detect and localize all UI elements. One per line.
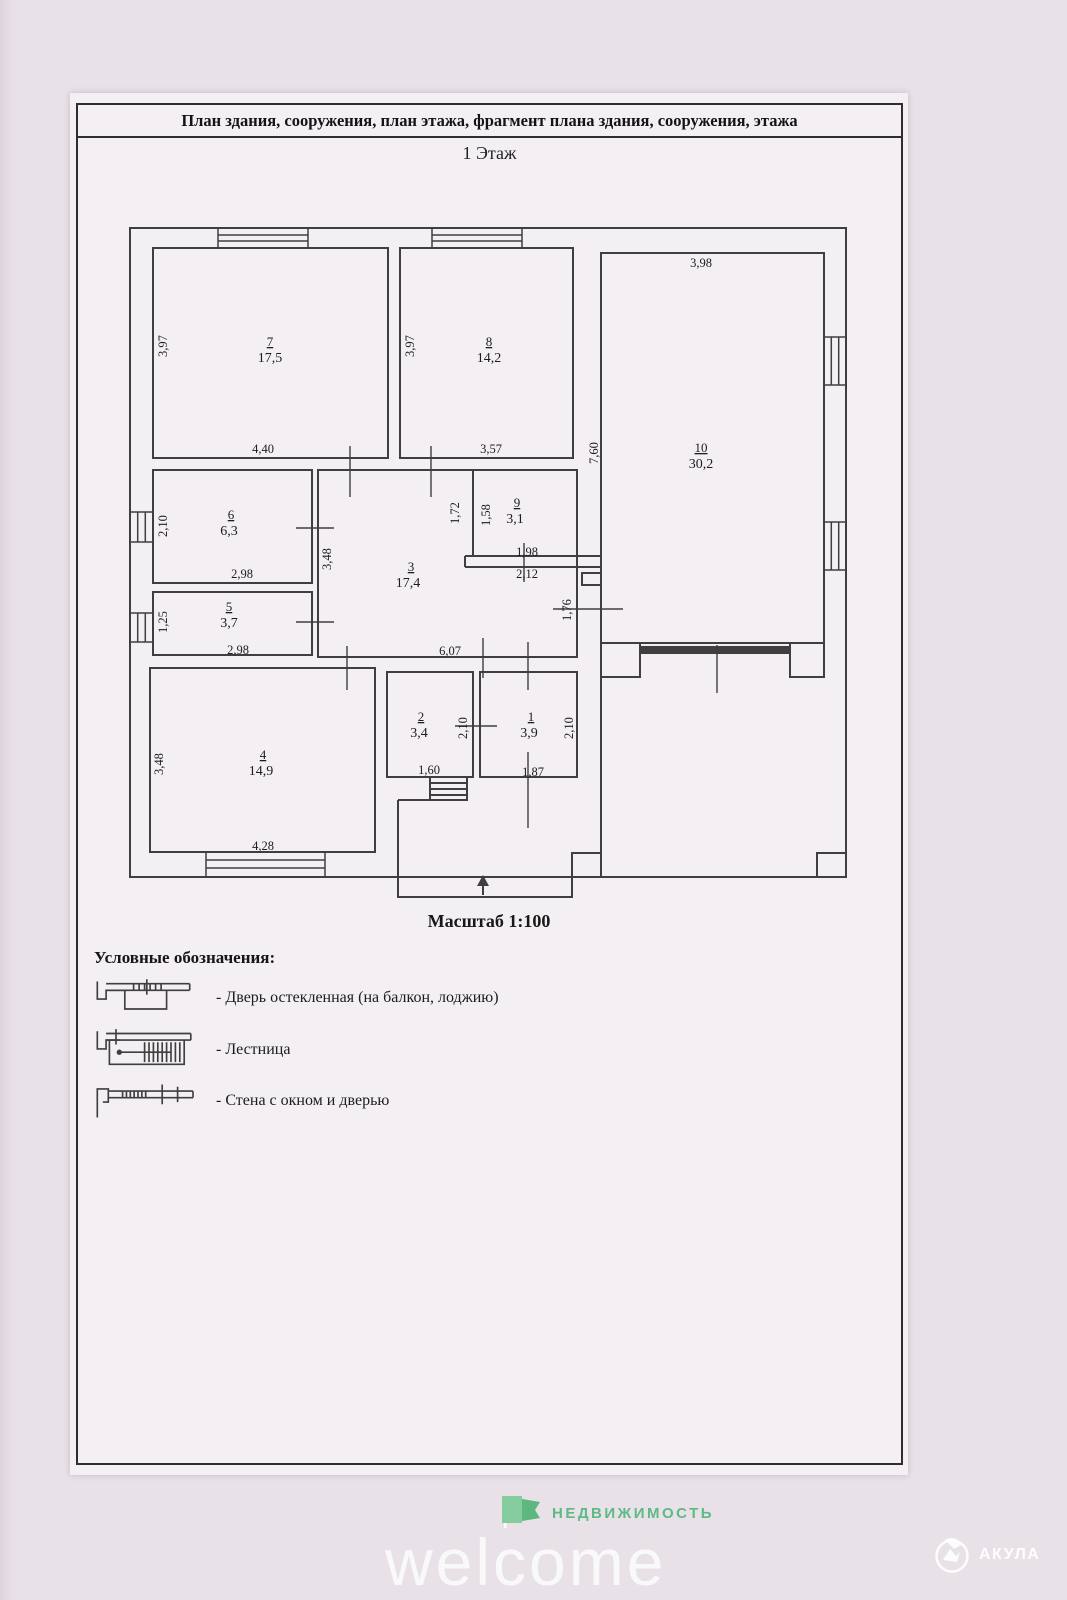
dim-label: 2,10 — [156, 515, 170, 537]
akula-brand-label: АКУЛА — [979, 1546, 1041, 1563]
wall-window-door-symbol — [94, 1082, 204, 1120]
page-title: План здания, сооружения, план этажа, фрагмент плана здания, сооружения, этажа — [181, 110, 798, 130]
dim-label: 1,60 — [418, 763, 440, 777]
entrance-porch — [398, 875, 572, 897]
legend-item — [94, 978, 499, 1018]
room-10-area: 30,2 — [688, 457, 714, 472]
outer-walls — [130, 228, 846, 877]
shark-logo-icon — [933, 1536, 971, 1574]
window-symbols — [130, 228, 846, 877]
dim-label: 1,98 — [516, 545, 538, 559]
dim-label: 1,87 — [522, 765, 544, 779]
dim-label: 2,10 — [456, 717, 470, 739]
floor-plan-drawing — [125, 215, 847, 905]
room-9-area: 3,1 — [506, 512, 524, 527]
room-3-number: 3 — [407, 559, 415, 574]
room-4-area: 14,9 — [248, 764, 274, 779]
dim-label: 2,12 — [516, 567, 538, 581]
dim-label: 1,58 — [479, 504, 493, 526]
dim-label: 4,40 — [252, 442, 274, 456]
dim-label: 3,97 — [403, 335, 417, 357]
room-2-number: 2 — [417, 709, 425, 724]
room-10-number: 10 — [694, 440, 708, 455]
room-8-number: 8 — [485, 334, 493, 349]
room-3-area: 17,4 — [395, 576, 421, 591]
dim-label: 2,98 — [231, 567, 253, 581]
realty-brand-label: НЕДВИЖИМОСТЬ — [552, 1504, 715, 1522]
legend-item-label: - Стена с окном и дверью — [216, 1092, 390, 1109]
title-box — [78, 105, 901, 138]
legend — [94, 948, 499, 1120]
room-5-area: 3,7 — [220, 616, 238, 631]
dim-label: 3,98 — [690, 256, 712, 270]
room-6-area: 6,3 — [220, 524, 238, 539]
legend-item-label: - Дверь остекленная (на балкон, лоджию) — [216, 989, 499, 1006]
document-sheet — [70, 93, 908, 1475]
dim-label: 2,98 — [227, 643, 249, 657]
floor-label: 1 Этаж — [462, 143, 517, 163]
stairs-symbol — [94, 1028, 204, 1072]
legend-title: Условные обозначения: — [94, 948, 276, 967]
room-4-number: 4 — [259, 747, 267, 762]
room-5-number: 5 — [225, 599, 233, 614]
glazed-balcony-door-symbol — [94, 978, 204, 1018]
glazed-door-threshold — [640, 647, 790, 653]
room-7-area: 17,5 — [257, 351, 283, 366]
legend-item — [94, 1082, 499, 1120]
dim-label: 6,07 — [439, 644, 461, 658]
dim-label: 3,97 — [156, 335, 170, 357]
legend-item — [94, 1028, 499, 1072]
akula-brand — [933, 1536, 1040, 1574]
room-8-area: 14,2 — [476, 351, 502, 366]
dim-label: 1,25 — [156, 611, 170, 633]
dim-label: 3,48 — [320, 548, 334, 570]
legend-item-label: - Лестница — [216, 1041, 291, 1058]
room-1-area: 3,9 — [520, 726, 538, 741]
scale-label: Масштаб 1:100 — [427, 911, 551, 931]
room-7-number: 7 — [266, 334, 274, 349]
welcome-watermark: welcome — [385, 1525, 667, 1599]
dim-label: 1,72 — [448, 502, 462, 524]
dim-label: 1,76 — [560, 599, 574, 621]
dim-label: 3,48 — [152, 753, 166, 775]
dim-label: 2,10 — [562, 717, 576, 739]
room-2-area: 3,4 — [410, 726, 428, 741]
room-6-number: 6 — [227, 507, 235, 522]
dim-label: 3,57 — [480, 442, 502, 456]
room-9-number: 9 — [513, 495, 521, 510]
dim-label: 7,60 — [587, 442, 601, 464]
dimension-labels — [152, 256, 712, 853]
room-1-number: 1 — [527, 709, 535, 724]
room-walls — [150, 248, 846, 877]
door-opening-ticks — [296, 446, 717, 828]
dim-label: 4,28 — [252, 839, 274, 853]
